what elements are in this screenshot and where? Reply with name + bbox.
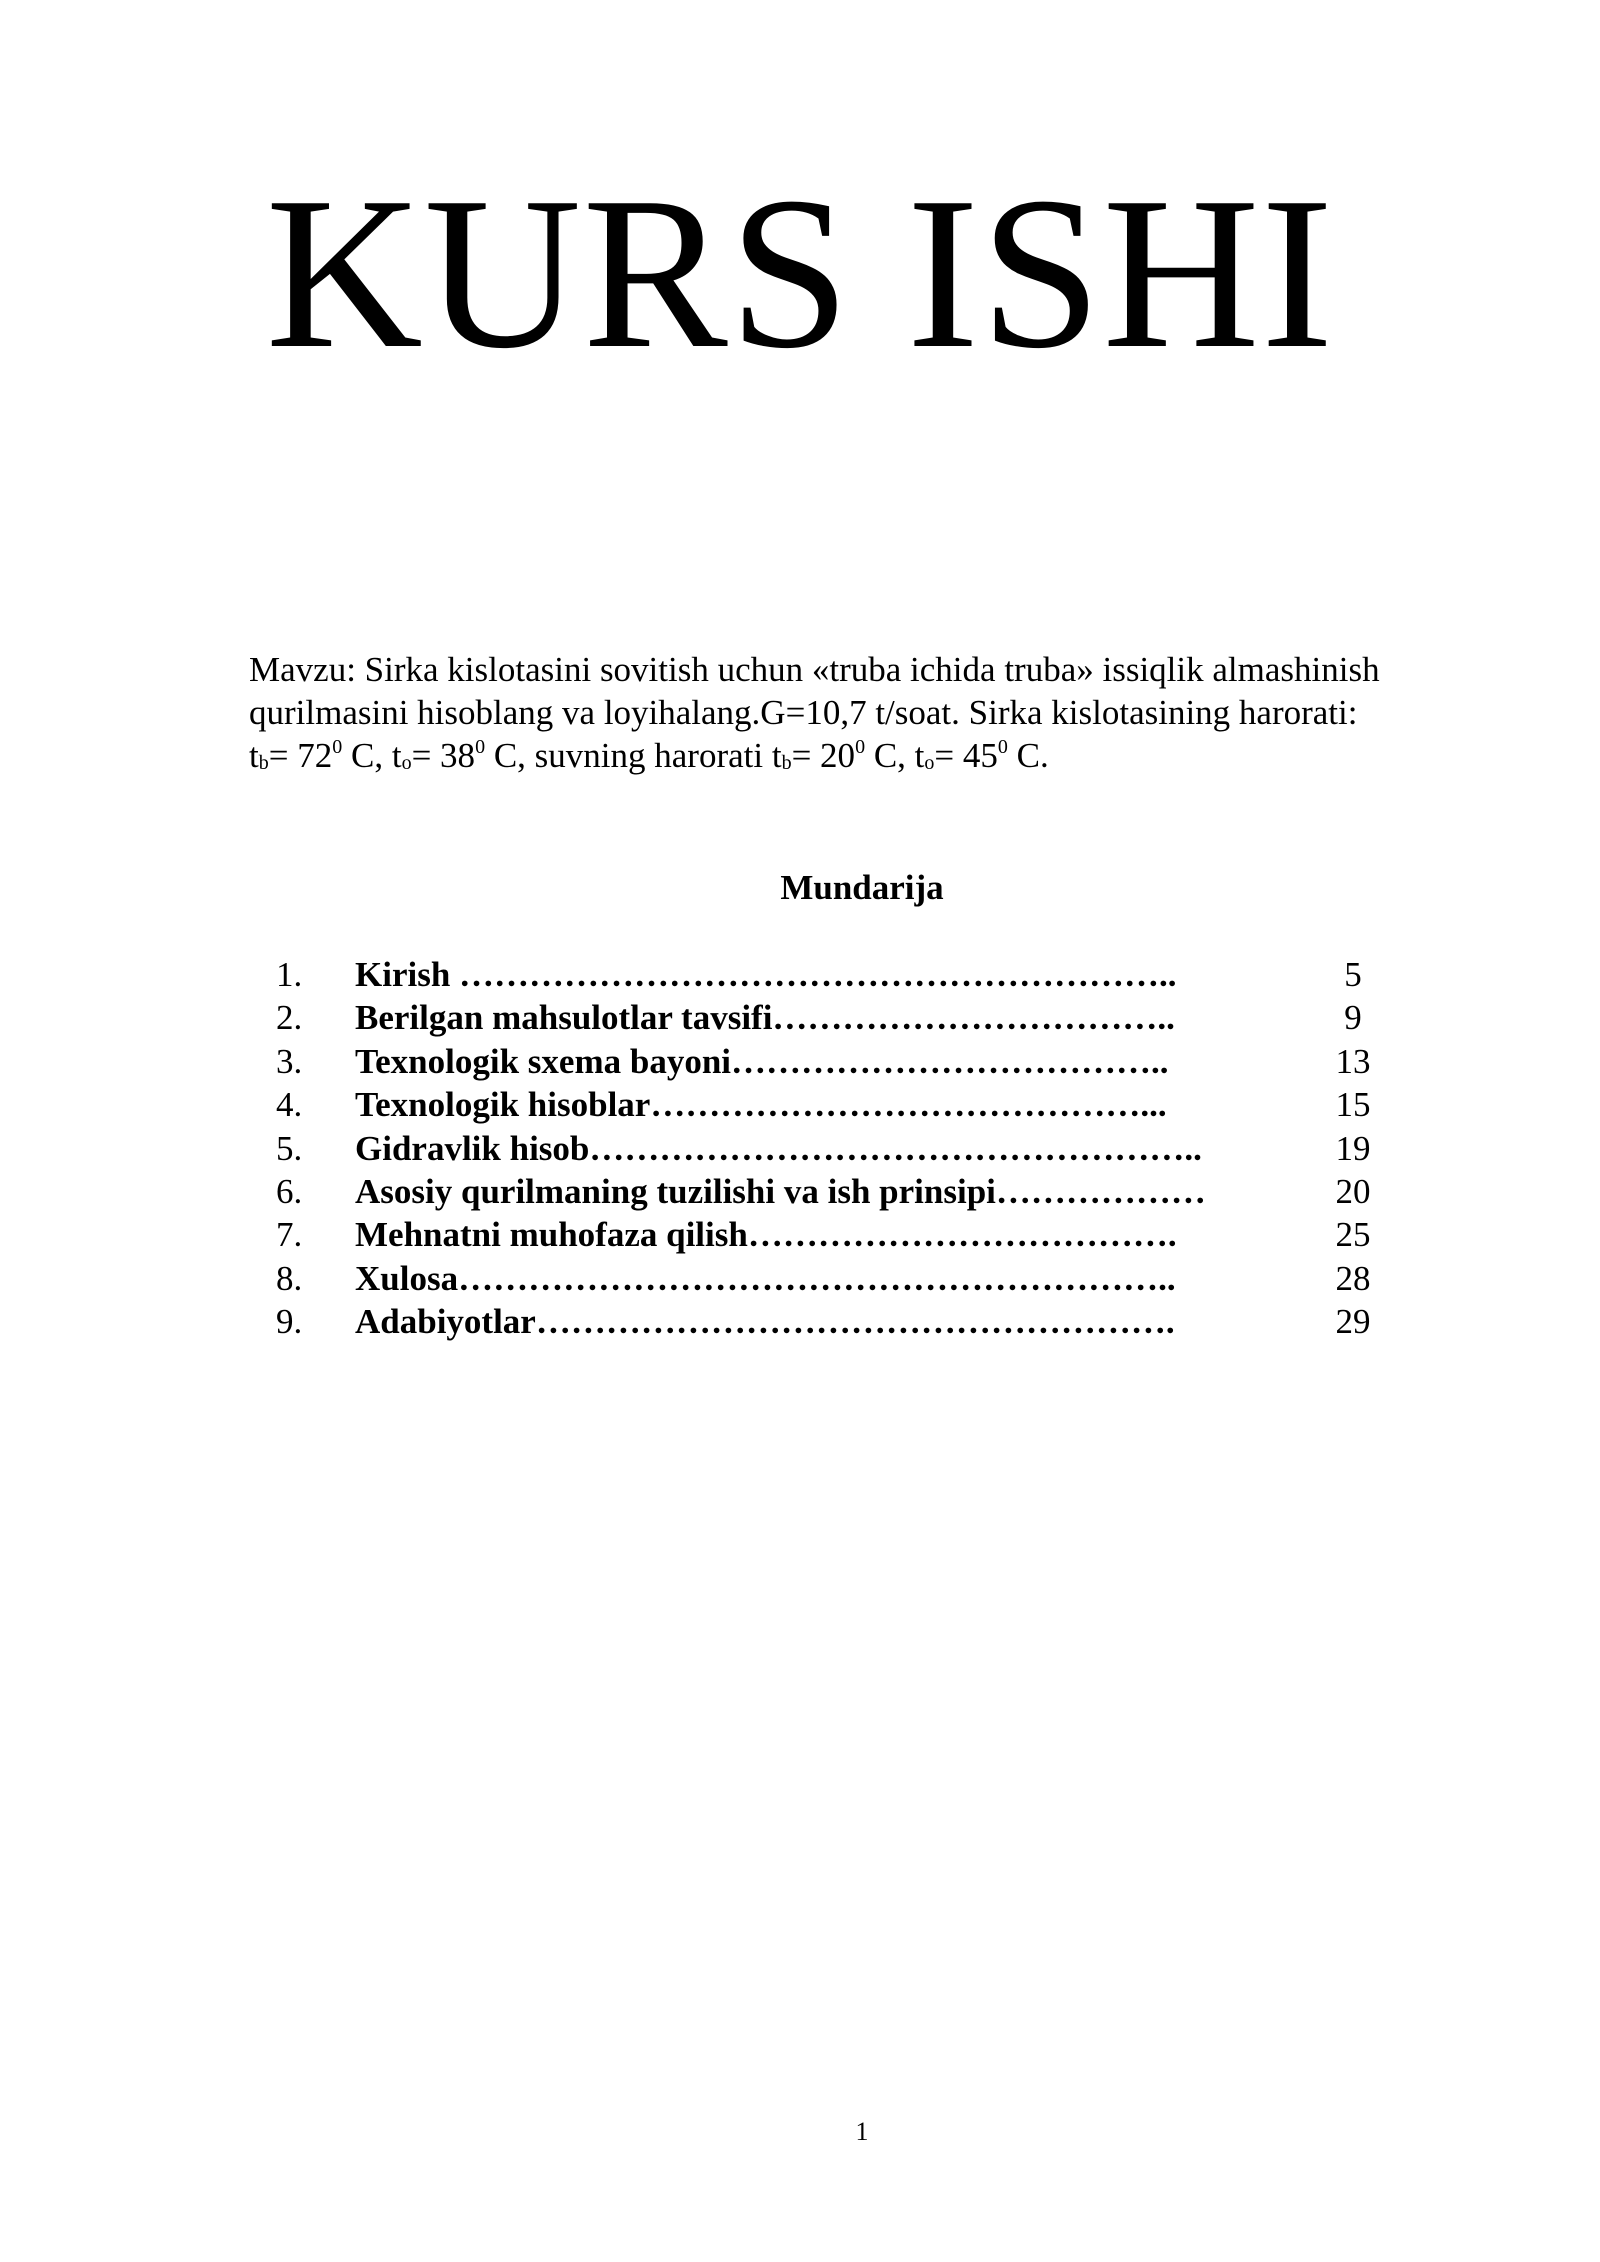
subject-line-3 — [249, 734, 1509, 777]
toc-item-label: Berilgan mahsulotlar tavsifi…………………………….. — [355, 998, 1175, 1038]
toc-item-label: Gidravlik hisob…………………………………………….. — [355, 1128, 1202, 1168]
toc-item-page: 20 — [1335, 1171, 1371, 1211]
toc-item — [0, 996, 1600, 1039]
temp-value: = 72 — [268, 736, 333, 775]
toc-item-page: 29 — [1335, 1302, 1371, 1342]
toc-item-number: 7. — [276, 1215, 303, 1255]
toc-item — [0, 1170, 1600, 1213]
toc-item-number: 1. — [276, 955, 303, 994]
temp-subscript: o — [401, 752, 412, 774]
toc-item-label: Kirish …………………………………………………….. — [355, 955, 1177, 994]
degree-superscript: 0 — [475, 736, 486, 758]
toc-item-page: 9 — [1344, 998, 1362, 1038]
temp-subscript: b — [781, 752, 792, 774]
document-title: KURS ISHI — [265, 153, 1335, 394]
toc-item — [0, 1213, 1600, 1256]
toc-item-page: 19 — [1335, 1128, 1371, 1168]
subject-line-2: qurilmasini hisoblang va loyihalang.G=10,7 t/soat. Sirka kislotasining harorati: — [249, 693, 1358, 732]
subject-line-1: Mavzu: Sirka kislotasini sovitish uchun «truba ichida truba» issiqlik almashinish — [249, 650, 1380, 689]
temp-symbol: t — [249, 736, 259, 775]
temp-unit-text: C, t — [342, 736, 402, 775]
temp-subscript: o — [924, 752, 935, 774]
toc-item-label: Asosiy qurilmaning tuzilishi va ish prinsipi……………… — [355, 1171, 1206, 1211]
toc-heading: Mundarija — [780, 868, 944, 907]
toc-item-page: 15 — [1335, 1085, 1371, 1125]
toc-item-number: 5. — [276, 1128, 303, 1168]
toc-item-page: 28 — [1335, 1258, 1371, 1298]
temp-value: = 20 — [791, 736, 856, 775]
toc-item-label: Mehnatni muhofaza qilish………………………………. — [355, 1215, 1177, 1255]
toc-item-number: 6. — [276, 1171, 303, 1211]
toc-item-number: 9. — [276, 1302, 303, 1342]
temp-unit-text: C, t — [865, 736, 925, 775]
toc-item-number: 3. — [276, 1041, 303, 1081]
temp-value: = 38 — [411, 736, 476, 775]
toc-item-page: 5 — [1344, 955, 1362, 994]
toc-item — [0, 1040, 1600, 1083]
toc-item-page: 25 — [1335, 1215, 1371, 1255]
toc-item-page: 13 — [1335, 1041, 1371, 1081]
page-number: 1 — [855, 2117, 869, 2146]
toc-item-number: 8. — [276, 1258, 303, 1298]
toc-item — [0, 953, 1600, 996]
degree-superscript: 0 — [332, 736, 343, 758]
toc-item — [0, 1257, 1600, 1300]
toc-item-label: Texnologik sxema bayoni……………………………….. — [355, 1041, 1169, 1081]
degree-superscript: 0 — [997, 736, 1008, 758]
toc-item-number: 2. — [276, 998, 303, 1038]
temp-unit-text: C, suvning harorati t — [485, 736, 782, 775]
toc-item-label: Xulosa…………………………………………………….. — [355, 1258, 1176, 1298]
toc-item-label: Texnologik hisoblar……………………………………... — [355, 1085, 1167, 1125]
toc-item — [0, 1083, 1600, 1126]
toc-item — [0, 1300, 1600, 1343]
toc-item-number: 4. — [276, 1085, 303, 1125]
degree-superscript: 0 — [855, 736, 866, 758]
temp-unit-text: C. — [1007, 736, 1049, 775]
table-of-contents — [0, 953, 1600, 1344]
temp-subscript: b — [258, 752, 269, 774]
toc-item-label: Adabiyotlar………………………………………………. — [355, 1302, 1175, 1342]
temp-value: = 45 — [934, 736, 998, 775]
subject-paragraph — [249, 648, 1509, 777]
toc-item — [0, 1127, 1600, 1170]
